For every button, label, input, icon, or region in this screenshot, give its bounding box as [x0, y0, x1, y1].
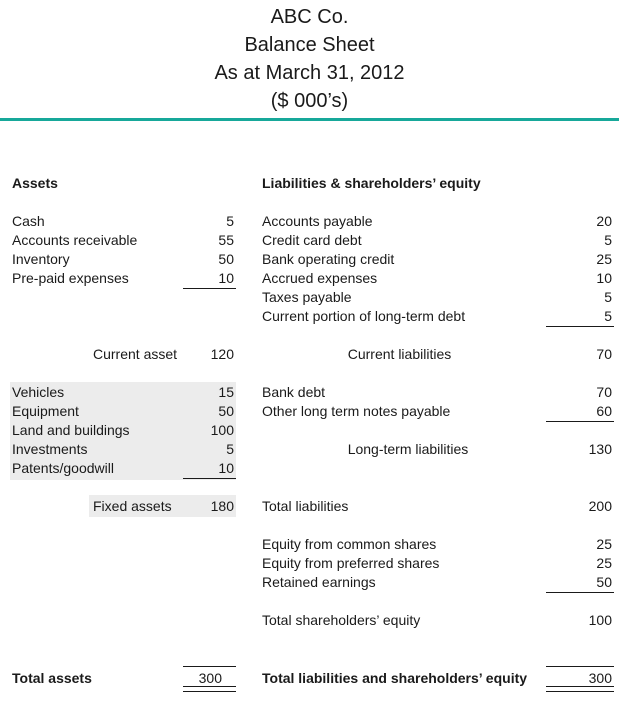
row-label: Taxes payable — [262, 289, 352, 305]
equity-row-common-shares — [262, 535, 612, 554]
row-label: Vehicles — [12, 384, 65, 400]
row-label: Pre-paid expenses — [12, 270, 129, 286]
total-liabilities-row — [262, 497, 612, 516]
total-assets-label: Total assets — [12, 670, 92, 686]
row-value: 25 — [596, 251, 612, 267]
row-value: 50 — [596, 574, 612, 590]
total-double-underline — [546, 686, 614, 692]
equity-row-preferred-shares — [262, 554, 612, 573]
company-name: ABC Co. — [270, 6, 349, 28]
liability-row-taxes-payable — [262, 288, 612, 307]
row-label: Accounts payable — [262, 213, 373, 229]
row-label: Patents/goodwill — [12, 460, 114, 476]
asset-row-accounts-receivable — [12, 231, 234, 250]
row-value: 200 — [588, 498, 612, 514]
subtotal-underline — [546, 326, 614, 327]
row-value: 5 — [226, 441, 234, 457]
row-label: Bank operating credit — [262, 251, 395, 267]
current-assets-total-label: Current asset — [93, 346, 178, 362]
row-value: 70 — [596, 384, 612, 400]
report-units: ($ 000’s) — [270, 90, 349, 112]
row-value: 15 — [218, 384, 234, 400]
liabilities-equity-heading: Liabilities & shareholders’ equity — [262, 175, 481, 191]
total-shareholders-equity-row — [262, 611, 612, 630]
row-value: 20 — [596, 213, 612, 229]
subtotal-underline — [546, 592, 614, 593]
row-label: Credit card debt — [262, 232, 362, 248]
row-value: 5 — [604, 308, 612, 324]
row-value: 25 — [596, 536, 612, 552]
row-value: 50 — [218, 403, 234, 419]
row-label: Inventory — [12, 251, 70, 267]
grand-total-label: Total liabilities and shareholders’ equity — [262, 670, 528, 686]
row-label: Retained earnings — [262, 574, 376, 590]
report-title: Balance Sheet — [244, 34, 375, 56]
report-date: As at March 31, 2012 — [214, 62, 405, 84]
subtotal-underline — [183, 478, 236, 479]
liability-row-current-portion-ltd — [262, 307, 612, 326]
row-label: Accrued expenses — [262, 270, 378, 286]
liability-row-other-lt-notes — [262, 402, 612, 421]
row-value: 100 — [588, 612, 612, 628]
row-value: 10 — [218, 270, 234, 286]
report-header — [0, 0, 619, 115]
row-value: 5 — [604, 289, 612, 305]
row-label: Equity from preferred shares — [262, 555, 440, 571]
row-value: 60 — [596, 403, 612, 419]
row-label: Accounts receivable — [12, 232, 138, 248]
row-value: 5 — [226, 213, 234, 229]
asset-row-land-buildings — [12, 421, 234, 440]
asset-row-equipment — [12, 402, 234, 421]
asset-row-prepaid-expenses — [12, 269, 234, 288]
row-label: Equity from common shares — [262, 536, 437, 552]
row-value: 25 — [596, 555, 612, 571]
row-label: Equipment — [12, 403, 79, 419]
liability-row-bank-operating-credit — [262, 250, 612, 269]
liability-row-accrued-expenses — [262, 269, 612, 288]
assets-heading: Assets — [12, 175, 58, 191]
total-overline — [546, 666, 614, 667]
row-value: 5 — [604, 232, 612, 248]
row-value: 10 — [218, 460, 234, 476]
row-label: Total liabilities — [262, 498, 349, 514]
current-assets-total-value: 120 — [210, 346, 234, 362]
row-label: Investments — [12, 441, 88, 457]
fixed-assets-total-label: Fixed assets — [93, 498, 172, 514]
asset-row-inventory — [12, 250, 234, 269]
total-double-underline — [183, 686, 236, 692]
equity-row-retained-earnings — [262, 573, 612, 592]
total-assets-value: 300 — [198, 670, 222, 686]
row-value: 10 — [596, 270, 612, 286]
asset-row-vehicles — [12, 383, 234, 402]
grand-total-value: 300 — [588, 670, 612, 686]
row-label: Total shareholders’ equity — [262, 612, 421, 628]
long-term-liabilities-total-label: Long-term liabilities — [347, 441, 469, 457]
current-liabilities-total-value: 70 — [596, 346, 612, 362]
row-value: 50 — [218, 251, 234, 267]
subtotal-underline — [546, 421, 614, 422]
header-divider — [0, 118, 619, 121]
long-term-liabilities-total-value: 130 — [588, 441, 612, 457]
row-label: Land and buildings — [12, 422, 130, 438]
asset-row-investments — [12, 440, 234, 459]
row-label: Cash — [12, 213, 45, 229]
liability-row-credit-card-debt — [262, 231, 612, 250]
asset-row-patents-goodwill — [12, 459, 234, 478]
row-label: Other long term notes payable — [262, 403, 451, 419]
current-liabilities-total-label: Current liabilities — [347, 346, 452, 362]
subtotal-underline — [183, 288, 236, 289]
liability-row-accounts-payable — [262, 212, 612, 231]
row-value: 55 — [218, 232, 234, 248]
row-label: Bank debt — [262, 384, 326, 400]
row-value: 100 — [210, 422, 234, 438]
total-overline — [183, 666, 236, 667]
row-label: Current portion of long-term debt — [262, 308, 466, 324]
liability-row-bank-debt — [262, 383, 612, 402]
fixed-assets-total-value: 180 — [210, 498, 234, 514]
asset-row-cash — [12, 212, 234, 231]
